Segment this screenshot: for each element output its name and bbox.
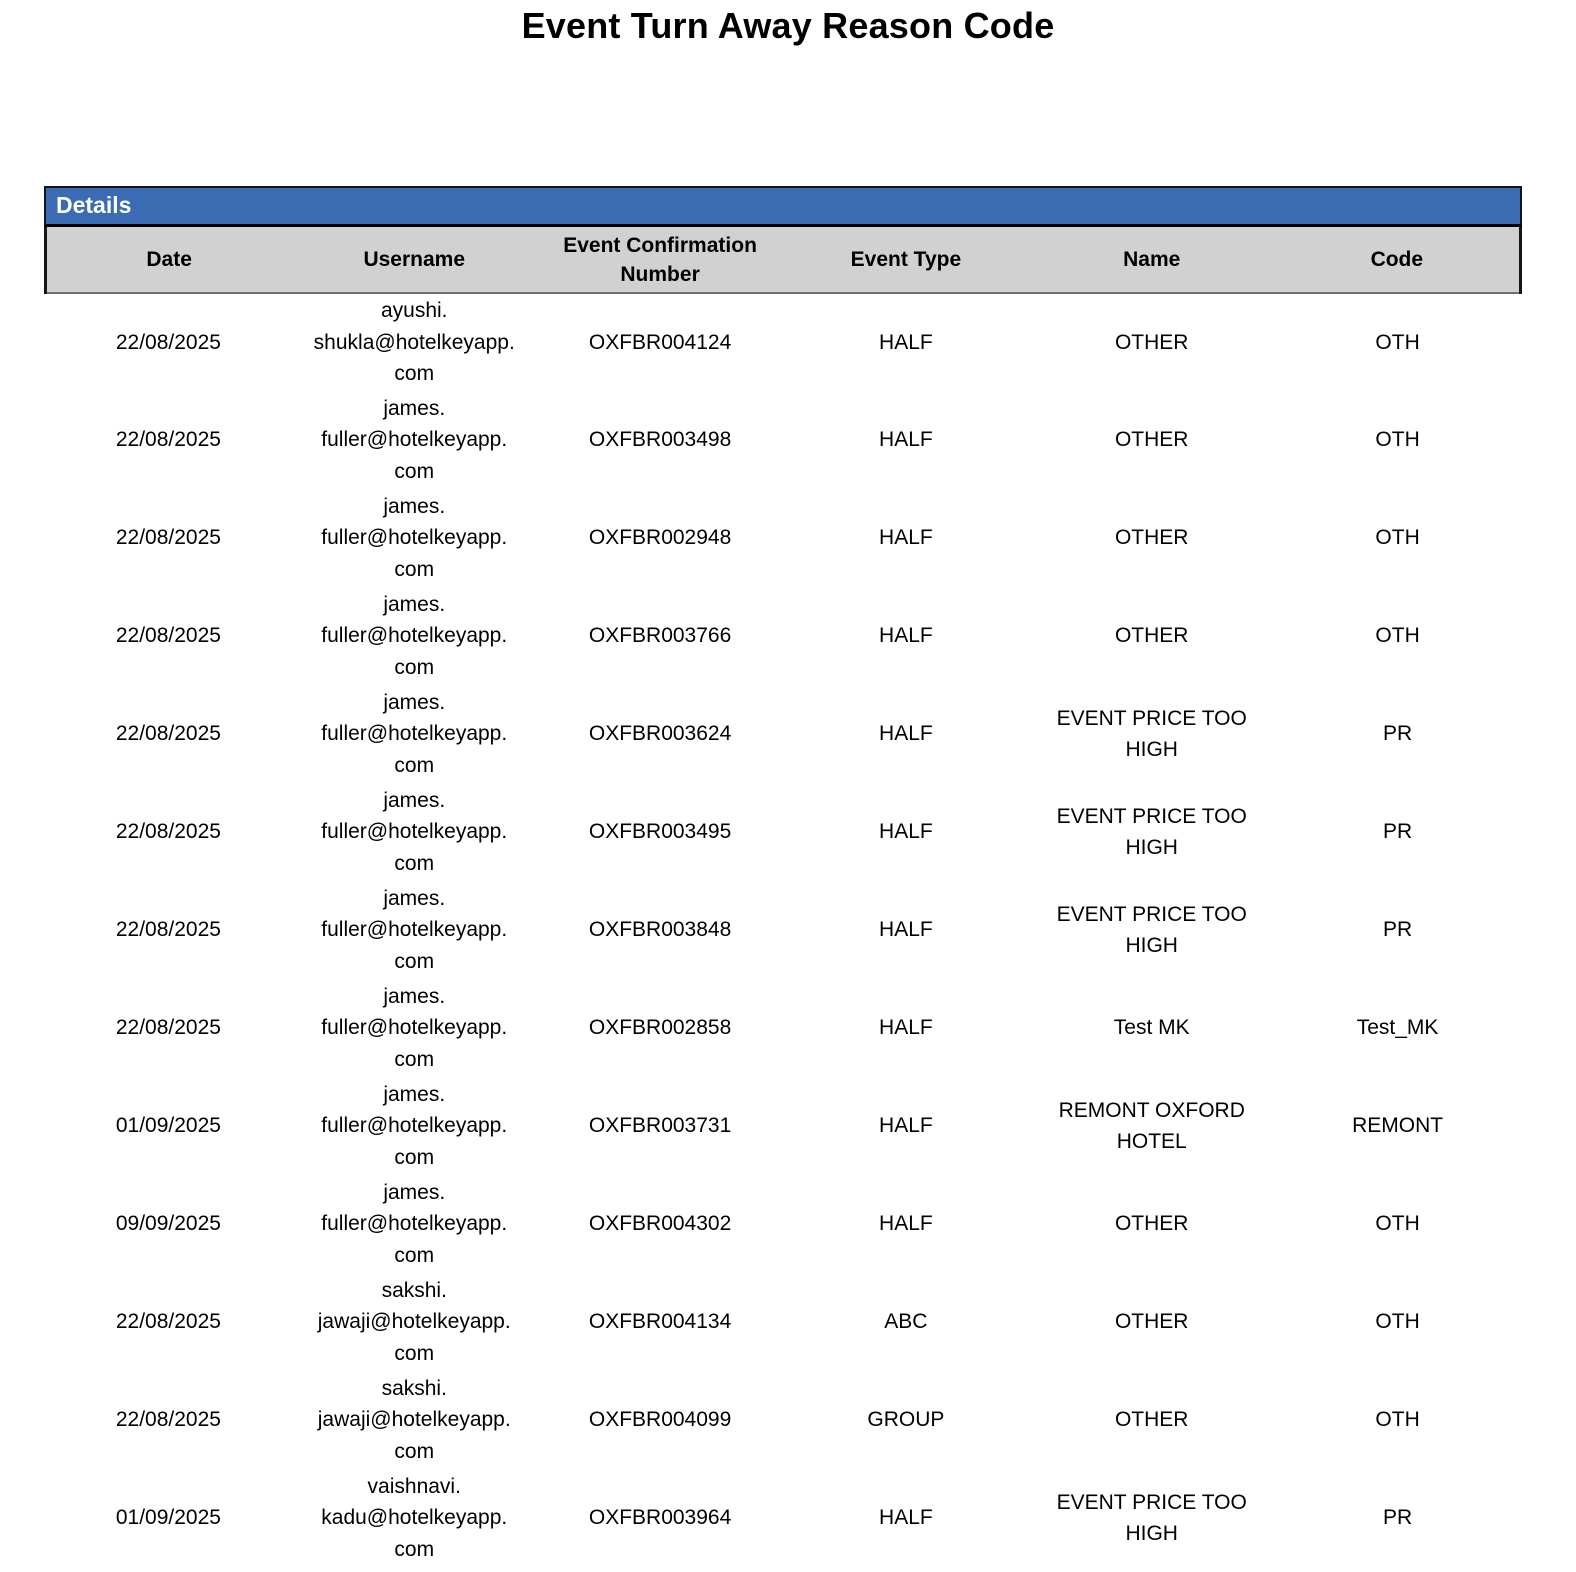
cell-event-type: HALF bbox=[783, 979, 1029, 1077]
cell-code: OTH bbox=[1275, 587, 1521, 685]
cell-date: 22/08/2025 bbox=[46, 587, 292, 685]
cell-confirmation-number: OXFBR003624 bbox=[537, 685, 783, 783]
cell-date: 01/09/2025 bbox=[46, 1077, 292, 1175]
table-row bbox=[46, 391, 1521, 489]
cell-username: james.​fuller@hotelkeyapp.​com bbox=[291, 1077, 537, 1175]
cell-confirmation-number: OXFBR003731 bbox=[537, 1077, 783, 1175]
column-header-confirmation-number: Event Confirmation Number bbox=[537, 227, 783, 293]
cell-event-type: HALF bbox=[783, 1175, 1029, 1273]
cell-confirmation-number: OXFBR002948 bbox=[537, 489, 783, 587]
cell-name: EVENT PRICE TOO HIGH bbox=[1029, 783, 1275, 881]
column-header-username: Username bbox=[291, 227, 537, 293]
details-section-label: Details bbox=[56, 192, 132, 218]
cell-event-type: HALF bbox=[783, 1469, 1029, 1567]
cell-date: 22/08/2025 bbox=[46, 391, 292, 489]
cell-date: 22/08/2025 bbox=[46, 685, 292, 783]
table-row bbox=[46, 881, 1521, 979]
cell-event-type: HALF bbox=[783, 293, 1029, 391]
cell-name: OTHER bbox=[1029, 1273, 1275, 1371]
table-row bbox=[46, 489, 1521, 587]
cell-name: OTHER bbox=[1029, 489, 1275, 587]
cell-name: EVENT PRICE TOO HIGH bbox=[1029, 1469, 1275, 1567]
table-row bbox=[46, 1175, 1521, 1273]
cell-name: OTHER bbox=[1029, 1371, 1275, 1469]
column-header-code: Code bbox=[1275, 227, 1521, 293]
cell-event-type: HALF bbox=[783, 685, 1029, 783]
cell-username: james.​fuller@hotelkeyapp.​com bbox=[291, 1175, 537, 1273]
cell-code: PR bbox=[1275, 881, 1521, 979]
cell-confirmation-number: OXFBR003495 bbox=[537, 783, 783, 881]
cell-code: OTH bbox=[1275, 391, 1521, 489]
cell-confirmation-number: OXFBR004134 bbox=[537, 1273, 783, 1371]
cell-name: OTHER bbox=[1029, 587, 1275, 685]
table-row bbox=[46, 1469, 1521, 1567]
cell-confirmation-number: OXFBR004099 bbox=[537, 1371, 783, 1469]
cell-username: sakshi.​jawaji@hotelkeyapp.​com bbox=[291, 1273, 537, 1371]
cell-username: james.​fuller@hotelkeyapp.​com bbox=[291, 783, 537, 881]
cell-username: james.​fuller@hotelkeyapp.​com bbox=[291, 391, 537, 489]
details-table bbox=[44, 227, 1522, 1567]
cell-name: REMONT OXFORD HOTEL bbox=[1029, 1077, 1275, 1175]
cell-code: OTH bbox=[1275, 1175, 1521, 1273]
cell-username: james.​fuller@hotelkeyapp.​com bbox=[291, 979, 537, 1077]
cell-code: PR bbox=[1275, 1469, 1521, 1567]
cell-name: OTHER bbox=[1029, 293, 1275, 391]
cell-confirmation-number: OXFBR004302 bbox=[537, 1175, 783, 1273]
cell-date: 22/08/2025 bbox=[46, 881, 292, 979]
cell-event-type: ABC bbox=[783, 1273, 1029, 1371]
cell-name: OTHER bbox=[1029, 1175, 1275, 1273]
cell-event-type: HALF bbox=[783, 391, 1029, 489]
cell-username: ayushi.​shukla@hotelkeyapp.​com bbox=[291, 293, 537, 391]
cell-code: OTH bbox=[1275, 1273, 1521, 1371]
cell-name: OTHER bbox=[1029, 391, 1275, 489]
table-row bbox=[46, 1273, 1521, 1371]
table-row bbox=[46, 979, 1521, 1077]
cell-event-type: GROUP bbox=[783, 1371, 1029, 1469]
cell-event-type: HALF bbox=[783, 489, 1029, 587]
cell-code: OTH bbox=[1275, 1371, 1521, 1469]
table-row bbox=[46, 1077, 1521, 1175]
table-row bbox=[46, 1371, 1521, 1469]
details-section-bar bbox=[44, 186, 1522, 227]
cell-date: 22/08/2025 bbox=[46, 979, 292, 1077]
cell-date: 22/08/2025 bbox=[46, 489, 292, 587]
cell-code: OTH bbox=[1275, 293, 1521, 391]
cell-confirmation-number: OXFBR003964 bbox=[537, 1469, 783, 1567]
cell-code: PR bbox=[1275, 783, 1521, 881]
table-row bbox=[46, 587, 1521, 685]
cell-confirmation-number: OXFBR003498 bbox=[537, 391, 783, 489]
cell-username: james.​fuller@hotelkeyapp.​com bbox=[291, 685, 537, 783]
cell-event-type: HALF bbox=[783, 1077, 1029, 1175]
cell-name: EVENT PRICE TOO HIGH bbox=[1029, 881, 1275, 979]
cell-confirmation-number: OXFBR002858 bbox=[537, 979, 783, 1077]
cell-date: 22/08/2025 bbox=[46, 783, 292, 881]
cell-confirmation-number: OXFBR004124 bbox=[537, 293, 783, 391]
cell-code: OTH bbox=[1275, 489, 1521, 587]
cell-username: vaishnavi.​kadu@hotelkeyapp.​com bbox=[291, 1469, 537, 1567]
cell-date: 22/08/2025 bbox=[46, 293, 292, 391]
table-row bbox=[46, 685, 1521, 783]
column-header-name: Name bbox=[1029, 227, 1275, 293]
cell-confirmation-number: OXFBR003848 bbox=[537, 881, 783, 979]
cell-username: james.​fuller@hotelkeyapp.​com bbox=[291, 587, 537, 685]
cell-username: james.​fuller@hotelkeyapp.​com bbox=[291, 489, 537, 587]
cell-event-type: HALF bbox=[783, 587, 1029, 685]
cell-date: 01/09/2025 bbox=[46, 1469, 292, 1567]
page-title: Event Turn Away Reason Code bbox=[521, 5, 1055, 46]
column-header-row bbox=[46, 227, 1521, 293]
cell-code: PR bbox=[1275, 685, 1521, 783]
details-table-head bbox=[46, 227, 1521, 293]
cell-username: sakshi.​jawaji@hotelkeyapp.​com bbox=[291, 1371, 537, 1469]
cell-date: 09/09/2025 bbox=[46, 1175, 292, 1273]
cell-confirmation-number: OXFBR003766 bbox=[537, 587, 783, 685]
table-row bbox=[46, 293, 1521, 391]
cell-event-type: HALF bbox=[783, 881, 1029, 979]
cell-date: 22/08/2025 bbox=[46, 1273, 292, 1371]
table-row bbox=[46, 783, 1521, 881]
cell-event-type: HALF bbox=[783, 783, 1029, 881]
details-section bbox=[44, 186, 1522, 1567]
cell-code: REMONT bbox=[1275, 1077, 1521, 1175]
column-header-date: Date bbox=[46, 227, 292, 293]
column-header-event-type: Event Type bbox=[783, 227, 1029, 293]
cell-date: 22/08/2025 bbox=[46, 1371, 292, 1469]
cell-code: Test_MK bbox=[1275, 979, 1521, 1077]
cell-username: james.​fuller@hotelkeyapp.​com bbox=[291, 881, 537, 979]
cell-name: EVENT PRICE TOO HIGH bbox=[1029, 685, 1275, 783]
details-table-body bbox=[46, 293, 1521, 1567]
cell-name: Test MK bbox=[1029, 979, 1275, 1077]
